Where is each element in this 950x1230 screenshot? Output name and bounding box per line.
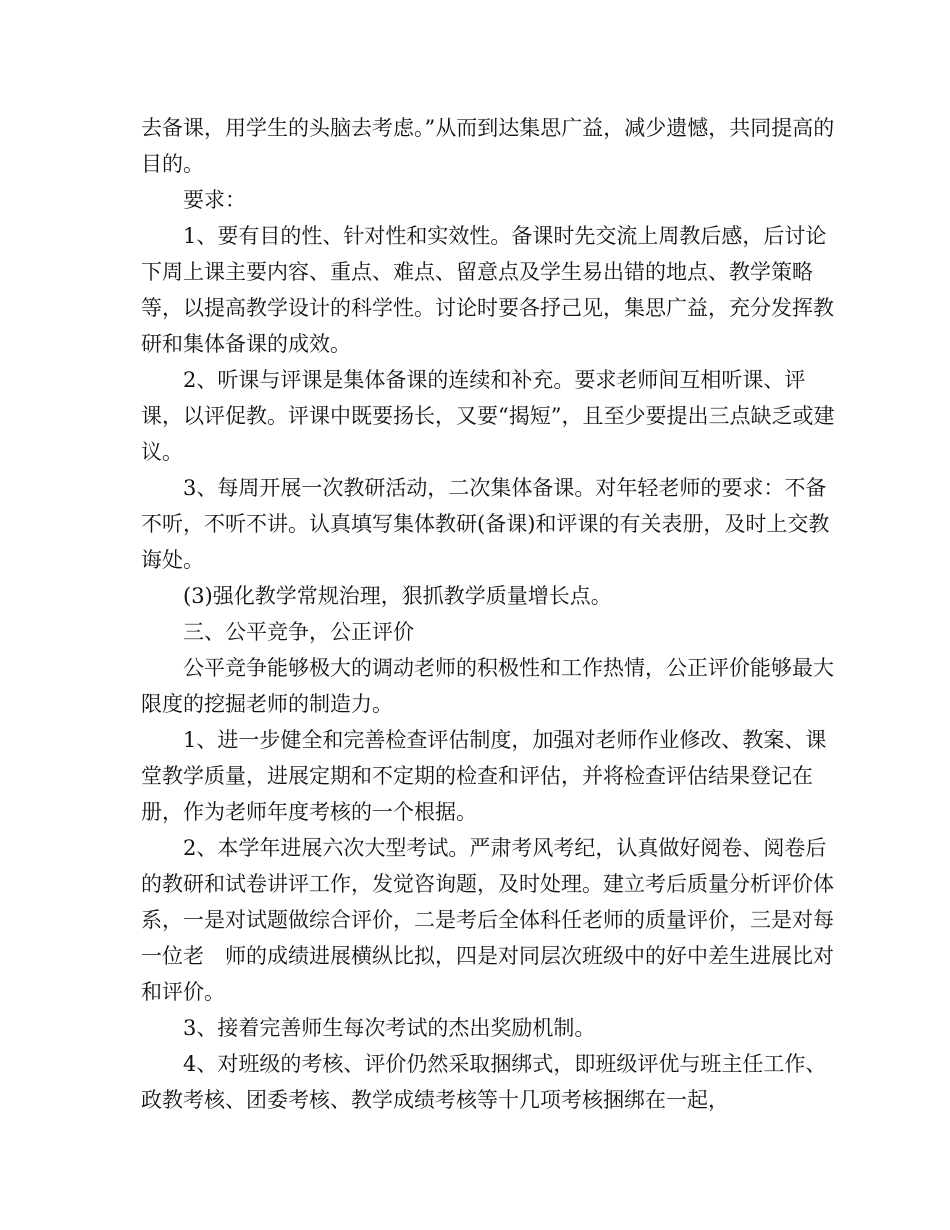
paragraph-continuation: 去备课，用学生的头脑去考虑。”从而到达集思广益，减少遗憾，共同提高的目的。 [141, 116, 835, 176]
paragraph-evaluation-3: 3、接着完善师生每次考试的杰出奖励机制。 [183, 1016, 596, 1040]
document-body [141, 110, 841, 1118]
paragraph-requirement-1: 1、要有目的性、针对性和实效性。备课时先交流上周教后感，后讨论下周上课主要内容、重点、难点、留意点及学生易出错的地点、教学策略等，以提高教学设计的科学性。讨论时要各抒己见，集思广益，充分发挥教研和集体备课的成效。 [141, 224, 834, 356]
section-heading-3: 三、公平竞争，公正评价 [183, 620, 414, 644]
paragraph-evaluation-2: 2、本学年进展六次大型考试。严肃考风考纪，认真做好阅卷、阅卷后的教研和试卷讲评工作，发觉咨询题，及时处理。建立考后质量分析评价体系，一是对试题做综合评价，二是考后全体科任老师的质量评价，三是对每一位老 师的成绩进展横纵比拟，四是对同层次班级中的好中差生进展比对和评价。 [141, 836, 834, 1004]
paragraph-requirement-3: 3、每周开展一次教研活动，二次集体备课。对年轻老师的要求：不备不听，不听不讲。认真填写集体教研(备课)和评课的有关表册，及时上交教诲处。 [141, 476, 830, 572]
paragraph-section-intro: 公平竞争能够极大的调动老师的积极性和工作热情，公正评价能够最大限度的挖掘老师的制造力。 [141, 656, 834, 716]
paragraph-evaluation-1: 1、进一步健全和完善检查评估制度，加强对老师作业修改、教案、课堂教学质量，进展定期和不定期的检查和评估，并将检查评估结果登记在册，作为老师年度考核的一个根据。 [141, 728, 827, 824]
paragraph-evaluation-4: 4、对班级的考核、评价仍然采取捆绑式，即班级评优与班主任工作、政教考核、团委考核、教学成绩考核等十几项考核捆绑在一起， [141, 1052, 827, 1112]
paragraph-subsection-3: (3)强化教学常规治理，狠抓教学质量增长点。 [183, 584, 612, 608]
paragraph-requirements-heading: 要求： [183, 188, 246, 212]
paragraph-requirement-2: 2、听课与评课是集体备课的连续和补充。要求老师间互相听课、评课，以评促教。评课中既要扬长，又要“揭短”，且至少要提出三点缺乏或建议。 [141, 368, 835, 464]
